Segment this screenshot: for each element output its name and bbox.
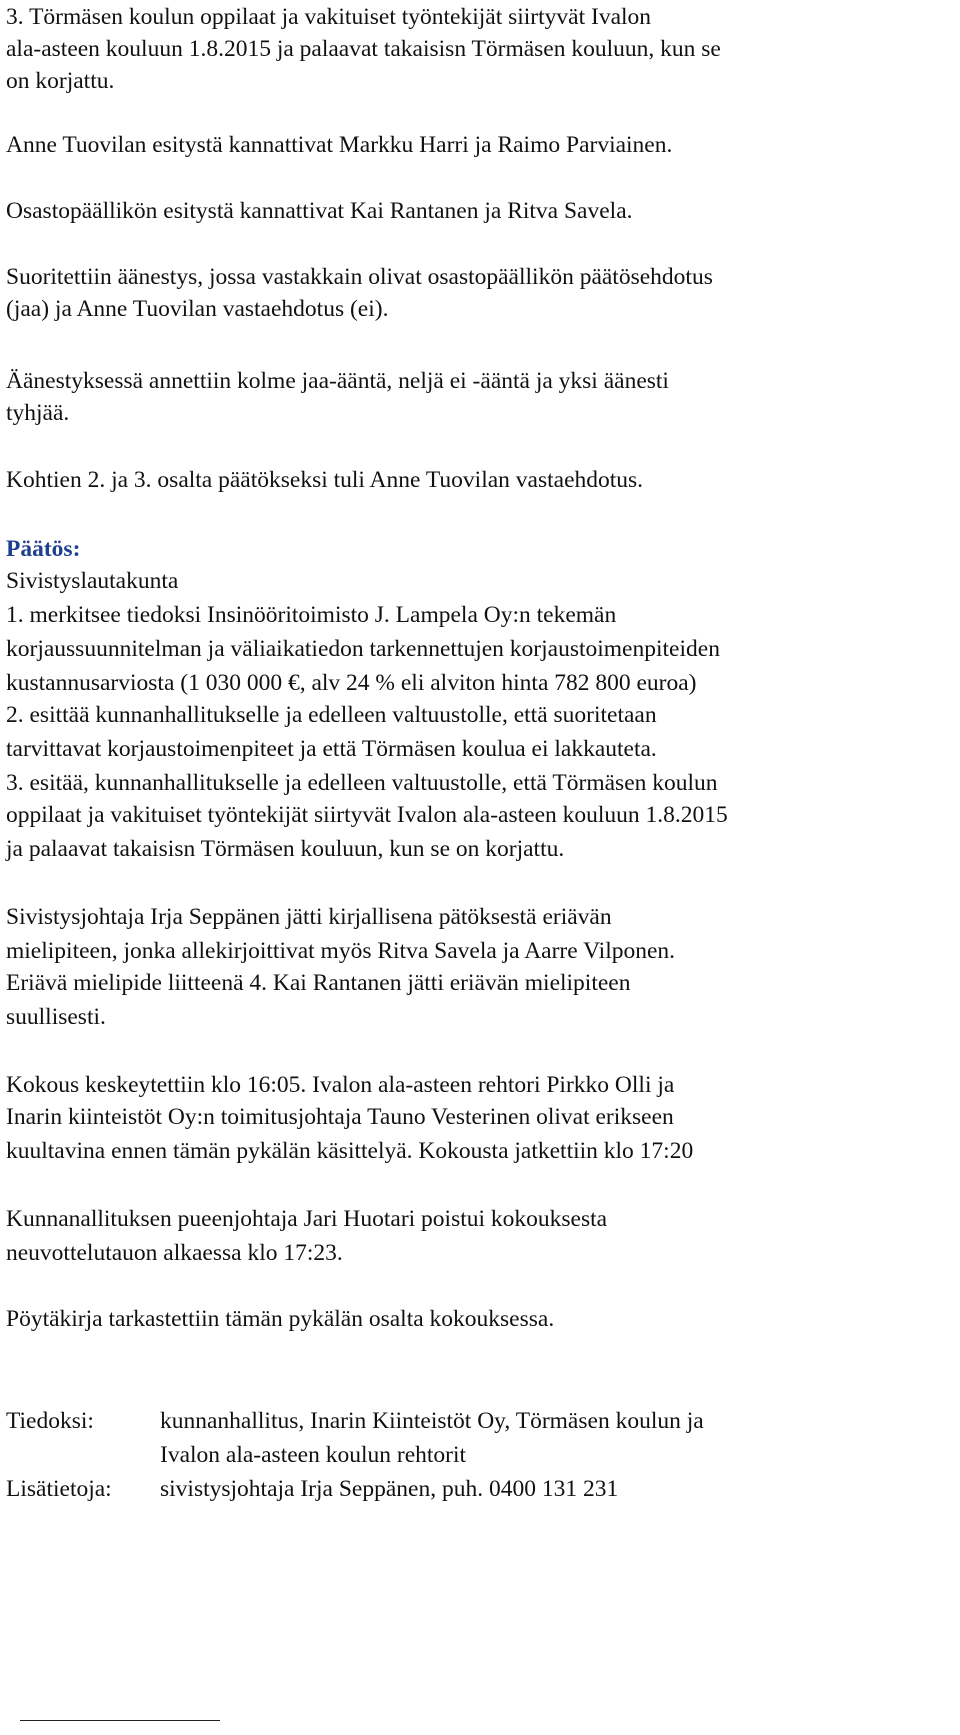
notice-value-line-2: Ivalon ala-asteen koulun rehtorit bbox=[160, 1442, 467, 1468]
support-tuovila: Anne Tuovilan esitystä kannattivat Markku Harri ja Raimo Parviainen. bbox=[6, 132, 673, 158]
vote-para-line-1: Suoritettiin äänestys, jossa vastakkain olivat osastopäällikön päätösehdotus bbox=[6, 264, 713, 290]
more-info-label: Lisätietoja: bbox=[6, 1476, 112, 1502]
notice-label: Tiedoksi: bbox=[6, 1408, 94, 1434]
decision-line-3: kustannusarviosta (1 030 000 €, alv 24 % eli alviton hinta 782 800 euroa) bbox=[6, 670, 697, 696]
decision-line-2: korjaussuunnitelman ja väliaikatiedon tarkennettujen korjaustoimenpiteiden bbox=[6, 636, 720, 662]
vote-result-line-1: Äänestyksessä annettiin kolme jaa-ääntä, neljä ei -ääntä ja yksi äänesti bbox=[6, 368, 669, 394]
break-line-2: Inarin kiinteistöt Oy:n toimitusjohtaja Tauno Vesterinen olivat erikseen bbox=[6, 1104, 674, 1130]
footnote-separator bbox=[20, 1720, 220, 1721]
dissent-line-2: mielipiteen, jonka allekirjoittivat myös Ritva Savela ja Aarre Vilponen. bbox=[6, 938, 676, 964]
vote-para-line-2: (jaa) ja Anne Tuovilan vastaehdotus (ei). bbox=[6, 296, 389, 322]
item3-line-2: ala-asteen kouluun 1.8.2015 ja palaavat takaisisn Törmäsen kouluun, kun se bbox=[6, 36, 721, 62]
item3-line-1: 3. Törmäsen koulun oppilaat ja vakituiset työntekijät siirtyvät Ivalon bbox=[6, 4, 652, 30]
chair-left-line-1: Kunnanallituksen pueenjohtaja Jari Huotari poistui kokouksesta bbox=[6, 1206, 608, 1232]
decision-heading: Päätös: bbox=[6, 536, 81, 562]
points-result: Kohtien 2. ja 3. osalta päätökseksi tuli Anne Tuovilan vastaehdotus. bbox=[6, 467, 644, 493]
decision-line-1: 1. merkitsee tiedoksi Insinööritoimisto J. Lampela Oy:n tekemän bbox=[6, 602, 617, 628]
decision-body-label: Sivistyslautakunta bbox=[6, 568, 179, 594]
decision-line-4: 2. esittää kunnanhallitukselle ja edelleen valtuustolle, että suoritetaan bbox=[6, 702, 657, 728]
notice-value-line-1: kunnanhallitus, Inarin Kiinteistöt Oy, Törmäsen koulun ja bbox=[160, 1408, 704, 1434]
break-line-3: kuultavina ennen tämän pykälän käsittelyä. Kokousta jatkettiin klo 17:20 bbox=[6, 1138, 694, 1164]
dissent-line-3: Eriävä mielipide liitteenä 4. Kai Rantanen jätti eriävän mielipiteen bbox=[6, 970, 631, 996]
dissent-line-1: Sivistysjohtaja Irja Seppänen jätti kirjallisena pätöksestä eriävän bbox=[6, 904, 612, 930]
decision-line-6: 3. esitää, kunnanhallitukselle ja edelleen valtuustolle, että Törmäsen koulun bbox=[6, 770, 718, 796]
item3-line-3: on korjattu. bbox=[6, 68, 115, 94]
support-head: Osastopäällikön esitystä kannattivat Kai Rantanen ja Ritva Savela. bbox=[6, 198, 633, 224]
decision-line-8: ja palaavat takaisisn Törmäsen kouluun, kun se on korjattu. bbox=[6, 836, 565, 862]
dissent-line-4: suullisesti. bbox=[6, 1004, 106, 1030]
more-info-value: sivistysjohtaja Irja Seppänen, puh. 0400 131 231 bbox=[160, 1476, 619, 1502]
break-line-1: Kokous keskeytettiin klo 16:05. Ivalon ala-asteen rehtori Pirkko Olli ja bbox=[6, 1072, 675, 1098]
decision-line-7: oppilaat ja vakituiset työntekijät siirtyvät Ivalon ala-asteen kouluun 1.8.2015 bbox=[6, 802, 728, 828]
decision-line-5: tarvittavat korjaustoimenpiteet ja että Törmäsen koulua ei lakkauteta. bbox=[6, 736, 657, 762]
vote-result-line-2: tyhjää. bbox=[6, 400, 70, 426]
minutes-checked: Pöytäkirja tarkastettiin tämän pykälän osalta kokouksessa. bbox=[6, 1306, 555, 1332]
chair-left-line-2: neuvottelutauon alkaessa klo 17:23. bbox=[6, 1240, 343, 1266]
